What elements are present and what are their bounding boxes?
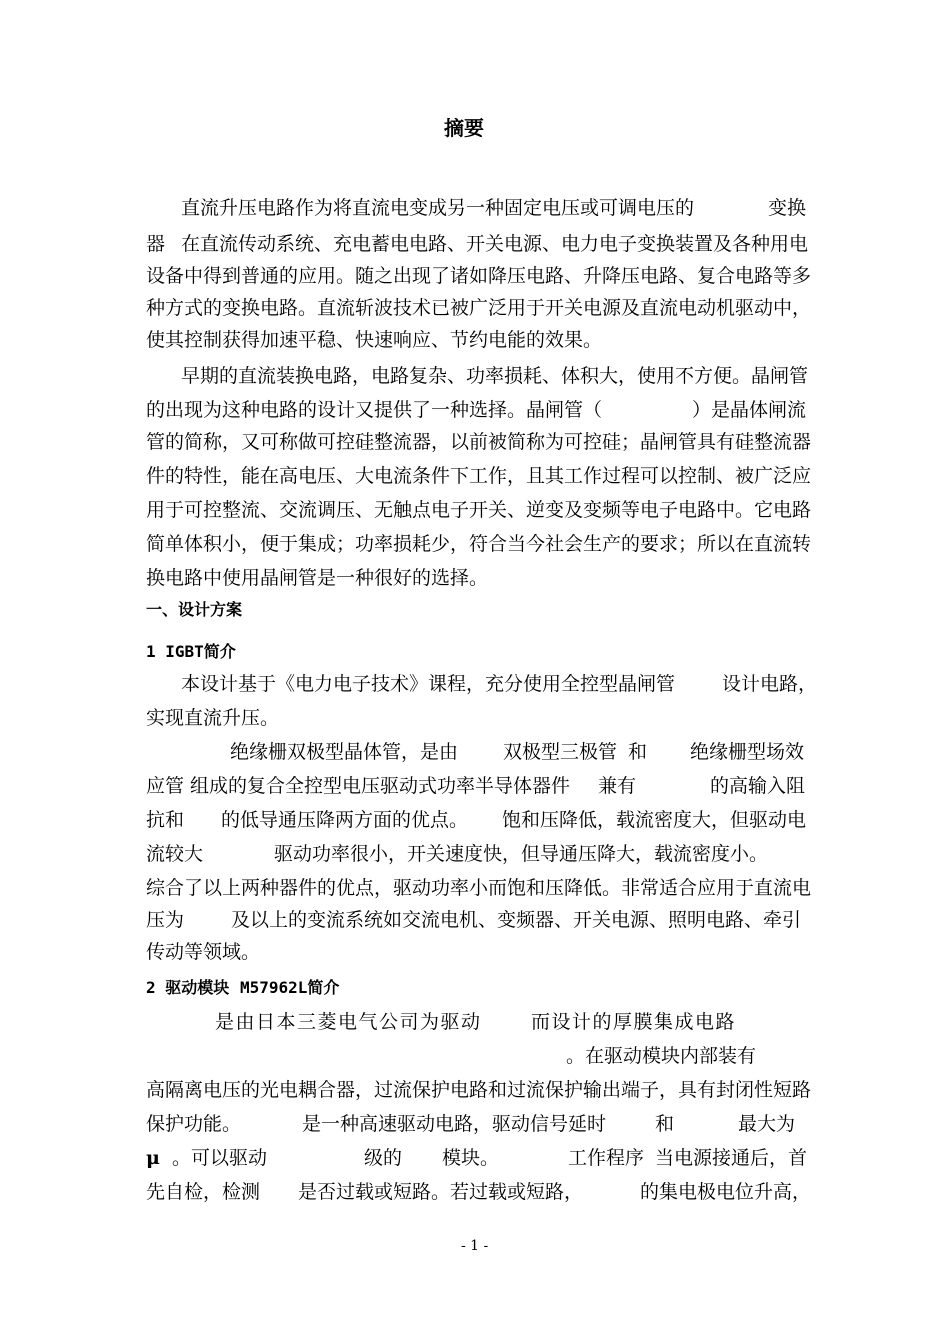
text-line: 本设计基于《电力电子技术》课程，充分使用全控型晶闸管 <box>181 673 676 695</box>
text-line: 高隔离电压的光电耦合器，过流保护电路和过流保护输出端子，具有封闭性短路 <box>146 1079 812 1101</box>
text-line: 的集电极电位升高， <box>640 1181 812 1203</box>
text-line: 流较大 <box>146 843 204 865</box>
subsection-heading-model: M57962L简介 <box>240 978 340 997</box>
subsection-heading: 2 驱动模块 <box>146 978 230 997</box>
text-line: 压为 <box>146 909 185 931</box>
text-line: 直流升压电路作为将直流电变成另一种固定电压或可调电压的 <box>181 197 695 219</box>
text-line: 双极型三极管 <box>503 741 618 763</box>
text-line: 抗和 <box>146 809 185 831</box>
text-line: 设备中得到普通的应用。随之出现了诸如降压电路、升降压电路、复合电路等多 <box>146 265 812 287</box>
text-line: ）是晶体闸流 <box>692 399 807 421</box>
text-line: 在直流传动系统、充电蓄电电路、开关电源、电力电子变换装置及各种用电 <box>181 233 809 255</box>
text-line: 工作程序 <box>568 1147 645 1169</box>
text-line: 种方式的变换电路。直流斩波技术已被广泛用于开关电源及直流电动机驱动中， <box>146 297 812 319</box>
text-line: 组成的复合全控型电压驱动式功率半导体器件 <box>190 775 571 797</box>
text-line: 绝缘栅双极型晶体管，是由 <box>230 741 459 763</box>
text-line: 。可以驱动 <box>172 1147 268 1169</box>
text-line: 保护功能。 <box>146 1113 242 1135</box>
text-line: 驱动功率很小，开关速度快，但导通压降大，载流密度小。 <box>274 843 769 865</box>
text-line: 是否过载或短路。若过载或短路， <box>298 1181 584 1203</box>
text-line: 。在驱动模块内部装有 <box>566 1045 757 1067</box>
text-line: 传动等领域。 <box>146 941 261 963</box>
text-line: 的出现为这种电路的设计又提供了一种选择。晶闸管（ <box>146 399 603 421</box>
subsection-heading: 1 IGBT简介 <box>146 642 236 661</box>
text-line: 最大为 <box>738 1113 796 1135</box>
text-line: 和 <box>628 741 648 763</box>
text-line: 的低导通压降两方面的优点。 <box>221 809 469 831</box>
text-line: 设计电路， <box>722 673 818 695</box>
text-line: 先自检，检测 <box>146 1181 261 1203</box>
text-line: 的高输入阻 <box>710 775 806 797</box>
text-line: 用于可控整流、交流调压、无触点电子开关、逆变及变频等电子电路中。它电路 <box>146 499 812 521</box>
text-line: 当电源接通后，首 <box>655 1147 808 1169</box>
text-line: 变换 <box>768 197 807 219</box>
page-title: 摘要 <box>444 116 484 140</box>
text-line: 及以上的变流系统如交流电机、变频器、开关电源、照明电路、牵引 <box>231 909 802 931</box>
text-line: 件的特性，能在高电压、大电流条件下工作，且其工作过程可以控制、被广泛应 <box>146 465 812 487</box>
text-line: 早期的直流装换电路，电路复杂、功率损耗、体积大，使用不方便。晶闸管 <box>181 365 809 387</box>
text-line: μ <box>146 1147 160 1169</box>
text-line: 简单体积小，便于集成；功率损耗少，符合当今社会生产的要求；所以在直流转 <box>146 533 812 555</box>
text-line: 是由日本三菱电气公司为驱动 <box>215 1011 482 1033</box>
text-line: 和 <box>655 1113 675 1135</box>
text-line: 使其控制获得加速平稳、快速响应、节约电能的效果。 <box>146 329 603 351</box>
text-line: 实现直流升压。 <box>146 707 280 729</box>
text-line: 级的 <box>364 1147 403 1169</box>
text-line: 应管 <box>146 775 185 797</box>
text-line: 器 <box>146 233 166 255</box>
text-line: 绝缘栅型场效 <box>690 741 805 763</box>
text-line: 饱和压降低，载流密度大，但驱动电 <box>502 809 807 831</box>
text-line: 管的简称，又可称做可控硅整流器，以前被简称为可控硅；晶闸管具有硅整流器 <box>146 431 812 453</box>
text-line: 而设计的厚膜集成电路 <box>531 1011 737 1033</box>
page-number: - 1 - <box>461 1238 489 1254</box>
section-heading: 一、设计方案 <box>146 600 243 619</box>
text-line: 兼有 <box>598 775 637 797</box>
text-line: 模块。 <box>442 1147 500 1169</box>
text-line: 综合了以上两种器件的优点，驱动功率小而饱和压降低。非常适合应用于直流电 <box>146 877 812 899</box>
text-line: 换电路中使用晶闸管是一种很好的选择。 <box>146 567 489 589</box>
text-line: 是一种高速驱动电路，驱动信号延时 <box>302 1113 607 1135</box>
